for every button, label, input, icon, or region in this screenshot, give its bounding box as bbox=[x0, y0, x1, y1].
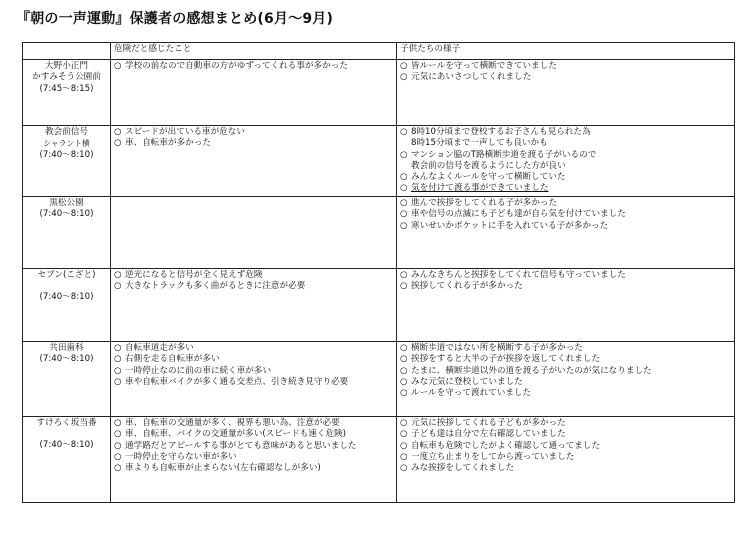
location-subname: かすみそう公園前 bbox=[32, 72, 101, 83]
header-danger: 危険だと感じたこと bbox=[111, 43, 397, 60]
list-item: ○ みんなきちんと挨拶をしてくれて信号も守っていました bbox=[400, 270, 626, 280]
list-item: ○ みな元気に登校していました bbox=[400, 376, 523, 387]
list-item: ○ みんなよくルールを守って横断していた bbox=[400, 172, 566, 183]
time-range: (7:45～8:15) bbox=[39, 83, 94, 94]
kids-cell bbox=[397, 342, 735, 417]
list-item: ○ 学校の前なので自動車の方がゆずってくれる事が多かった bbox=[114, 61, 348, 71]
table-row bbox=[23, 197, 735, 269]
danger-cell bbox=[111, 417, 397, 503]
location-cell bbox=[23, 197, 111, 269]
location-cell bbox=[23, 126, 111, 197]
kids-cell bbox=[397, 126, 735, 197]
bullet-icon: ○ bbox=[114, 281, 122, 292]
time-range: (7:40～8:10) bbox=[39, 354, 94, 365]
list-item: ○ 自転車も危険でしたがよく確認して通ってました bbox=[400, 440, 601, 451]
list-item: ○ 車よりも自転車が止まらない(左右確認なしが多い) bbox=[114, 463, 321, 474]
list-item: ○ 寒いせいかポケットに手を入れている子が多かった bbox=[400, 220, 609, 231]
bullet-icon: ○ bbox=[400, 388, 408, 399]
bullet-icon: ○ bbox=[400, 440, 408, 451]
list-item: ○ 横断歩道ではない所を横断する子が多かった bbox=[400, 343, 583, 353]
location-name: セブン(こざと) bbox=[37, 270, 96, 280]
bullet-icon: ○ bbox=[114, 429, 122, 440]
list-item-continued: 8時15分頃まで一声しても良いかも bbox=[411, 138, 548, 149]
bullet-icon: ○ bbox=[114, 354, 122, 365]
bullet-icon: ○ bbox=[400, 354, 408, 365]
list-item: ○ スピードが出ている車が危ない bbox=[114, 127, 245, 137]
time-range: (7:40～8:10) bbox=[39, 149, 94, 160]
location-cell bbox=[23, 269, 111, 342]
bullet-icon: ○ bbox=[114, 463, 122, 474]
bullet-icon: ○ bbox=[400, 127, 408, 137]
list-item: ○ 大きなトラックも多く曲がるときに注意が必要 bbox=[114, 281, 306, 292]
location-name: 大野小正門 bbox=[45, 61, 88, 71]
list-item: ○ みな挨拶をしてくれました bbox=[400, 463, 515, 474]
list-item: ○ 元気に挨拶してくれる子どもが多かった bbox=[400, 418, 566, 428]
bullet-icon: ○ bbox=[400, 418, 408, 428]
bullet-icon: ○ bbox=[114, 61, 122, 71]
location-subname: シャラント横 bbox=[43, 139, 90, 149]
bullet-icon: ○ bbox=[400, 209, 408, 220]
location-name: すけろく坂当番 bbox=[36, 418, 97, 428]
table-row bbox=[23, 126, 735, 197]
bullet-icon: ○ bbox=[400, 281, 408, 292]
kids-cell bbox=[397, 197, 735, 269]
list-item: ○ 車、自転車が多かった bbox=[114, 138, 211, 149]
bullet-icon: ○ bbox=[400, 429, 408, 440]
bullet-icon: ○ bbox=[400, 463, 408, 474]
list-item: ○ 車、自転車の交通量が多く、視界も悪い為、注意が必要 bbox=[114, 418, 340, 428]
bullet-icon: ○ bbox=[114, 127, 122, 137]
bullet-icon: ○ bbox=[400, 343, 408, 353]
bullet-icon: ○ bbox=[400, 270, 408, 280]
header-location bbox=[23, 43, 111, 60]
list-item: ○ ルールを守って渡れていました bbox=[400, 388, 532, 399]
list-item: ○ 8時10分頃まで登校するお子さんも見られた為 bbox=[400, 127, 591, 137]
list-item: ○ 車、自転車、バイクの交通量が多い(スピードも速く危険) bbox=[114, 429, 347, 440]
kids-cell bbox=[397, 417, 735, 503]
list-item: ○ 挨拶をすると大半の子が挨拶を返してくれました bbox=[400, 354, 601, 365]
list-item: ○ 逆光になると信号が全く見えず危険 bbox=[114, 270, 263, 280]
list-item: ○ 進んで挨拶をしてくれる子が多かった bbox=[400, 198, 558, 208]
table-row bbox=[23, 417, 735, 503]
time-range: (7:40～8:10) bbox=[39, 440, 94, 451]
list-item: ○ 一度立ち止まりをしてから渡っていました bbox=[400, 451, 575, 462]
danger-cell bbox=[111, 342, 397, 417]
feedback-table bbox=[22, 42, 735, 503]
bullet-icon: ○ bbox=[400, 149, 408, 160]
bullet-icon: ○ bbox=[114, 451, 122, 462]
danger-cell bbox=[111, 126, 397, 197]
danger-cell bbox=[111, 60, 397, 126]
table-row bbox=[23, 342, 735, 417]
bullet-icon: ○ bbox=[400, 365, 408, 376]
header-row bbox=[23, 43, 735, 60]
bullet-icon: ○ bbox=[400, 172, 408, 183]
table-row bbox=[23, 269, 735, 342]
list-item: ○ 子ども達は自分で左右確認していました bbox=[400, 429, 566, 440]
list-item: ○ 車や自転車バイクが多く通る交差点、引き続き見守り必要 bbox=[114, 376, 349, 387]
list-item: ○ マンション脇のT路横断歩道を渡る子がいるので bbox=[400, 149, 597, 160]
list-item: ○ 通学路だとアピールする事がとても意味があると思いました bbox=[114, 440, 357, 451]
list-item: ○ 挨拶してくれる子が多かった bbox=[400, 281, 523, 292]
time-range: (7:40～8:10) bbox=[39, 292, 94, 303]
location-cell bbox=[23, 60, 111, 126]
bullet-icon: ○ bbox=[400, 183, 408, 194]
time-range: (7:40～8:10) bbox=[39, 209, 94, 220]
list-item: ○ 自転車道走が多い bbox=[114, 343, 194, 353]
bullet-icon: ○ bbox=[114, 138, 122, 149]
header-kids: 子供たちの様子 bbox=[397, 43, 735, 60]
bullet-icon: ○ bbox=[114, 376, 122, 387]
list-item: ○ 元気にあいさつしてくれました bbox=[400, 72, 532, 83]
list-item: ○ 右側を走る自転車が多い bbox=[114, 354, 220, 365]
list-item: ○ たまに、横断歩道以外の道を渡る子がいたのが気になりました bbox=[400, 365, 652, 376]
bullet-icon: ○ bbox=[400, 376, 408, 387]
list-item: ○ 車や信号の点滅にも子ども達が自ら気を付けていました bbox=[400, 209, 626, 220]
bullet-icon: ○ bbox=[400, 72, 408, 83]
bullet-icon: ○ bbox=[400, 220, 408, 231]
danger-cell bbox=[111, 197, 397, 269]
location-name: 共田歯科 bbox=[49, 343, 84, 353]
page-title: 『朝の一声運動』保護者の感想まとめ(6月～9月) bbox=[16, 11, 334, 27]
bullet-icon: ○ bbox=[400, 198, 408, 208]
table-row bbox=[23, 60, 735, 126]
location-cell bbox=[23, 342, 111, 417]
bullet-icon: ○ bbox=[114, 365, 122, 376]
bullet-icon: ○ bbox=[400, 61, 408, 71]
bullet-icon: ○ bbox=[114, 270, 122, 280]
location-name: 教会前信号 bbox=[45, 127, 88, 137]
danger-cell bbox=[111, 269, 397, 342]
location-cell bbox=[23, 417, 111, 503]
list-item: ○ 一時停止なのに前の車に続く車が多い bbox=[114, 365, 272, 376]
list-item: ○ 気を付けて渡る事ができていました bbox=[400, 183, 549, 194]
list-item-continued: 教会前の信号を渡るようにした方が良い bbox=[411, 160, 566, 171]
kids-cell bbox=[397, 60, 735, 126]
bullet-icon: ○ bbox=[400, 451, 408, 462]
location-name: 黒松公園 bbox=[49, 198, 84, 208]
list-item: ○ 皆ルールを守って横断できていました bbox=[400, 61, 557, 71]
kids-cell bbox=[397, 269, 735, 342]
list-item: ○ 一時停止を守らない車が多い bbox=[114, 451, 237, 462]
bullet-icon: ○ bbox=[114, 343, 122, 353]
bullet-icon: ○ bbox=[114, 418, 122, 428]
bullet-icon: ○ bbox=[114, 440, 122, 451]
